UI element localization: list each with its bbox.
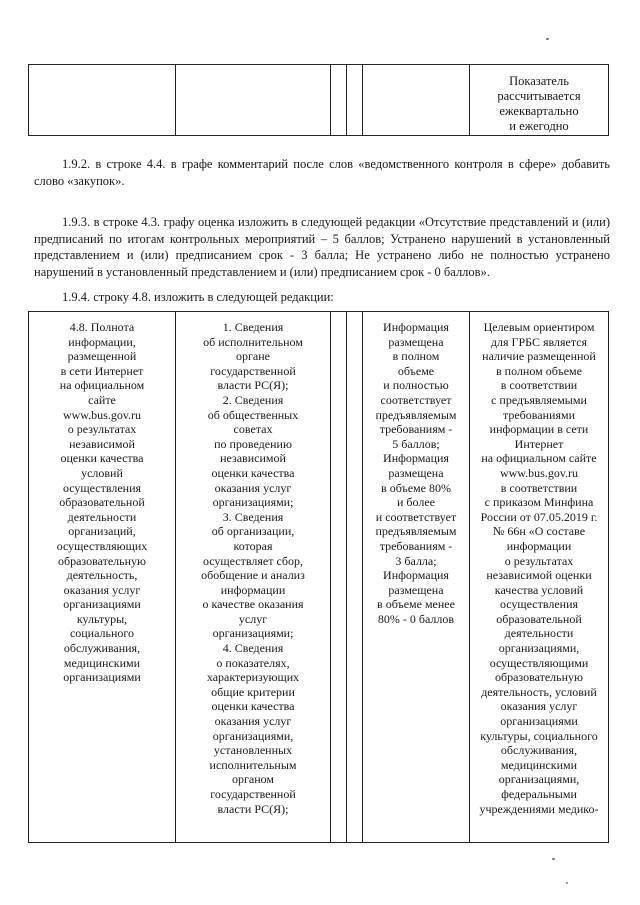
cell-line: организациями; [212,495,294,510]
cell-line: в объеме 80% [381,480,451,495]
cell-line: с приказом Минфина [484,495,594,510]
cell-line: Информация [383,568,449,583]
cell-line: власти РС(Я); [217,378,289,393]
scoring-cell [363,312,470,843]
cell-line: для ГРБС является [490,334,588,349]
row-4-8-table [28,311,609,843]
cell-line: образовательную [494,670,584,685]
cell-line: обслуживания, [63,641,141,656]
cell-line: образовательной [496,611,582,626]
top-cell-3 [331,65,347,136]
cell-line: условий [81,465,123,480]
cell-line: Целевым ориентиром [483,320,595,334]
cell-line: государственной [210,787,296,801]
cell-line: наличие размещенной [482,349,596,364]
cell-line: об общественных [207,407,299,422]
cell-line: на официальном сайте [481,451,597,466]
cell-line: власти РС(Я); [217,801,289,816]
cell-line: Информация [383,320,449,334]
cell-line: требованиями [502,407,576,422]
cell-line: культуры, [76,611,128,626]
cell-line: Информация [383,451,449,466]
cell-line: размещена [388,334,444,349]
cell-line: предъявляемым [375,524,457,539]
scan-speck [546,38,549,40]
cell-line: в сети Интернет [60,363,144,378]
cell-line: и полностью [383,378,449,393]
cell-line: об исполнительном [203,334,303,349]
cell-line: по проведению [214,436,292,451]
cell-line: деятельность, [66,568,138,583]
top-table-fragment [28,64,609,136]
cell-line: о результатах [67,422,137,437]
cell-line: о качестве оказания [202,597,304,612]
cell-line: независимой [220,451,286,466]
cell-line: соответствует [380,392,452,407]
cell-line: об организации, [211,524,295,539]
cell-line: России от 07.05.2019 г. [480,509,598,524]
cell-line: осуществления [62,480,142,495]
empty-cell [331,312,347,843]
cell-line: деятельности [504,626,574,641]
cell-line: советах [233,422,273,437]
cell-line: осуществления [499,597,579,612]
cell-line: информации [220,582,286,597]
cell-line: организациями; [212,626,294,641]
cell-line: организациями, [498,772,580,787]
cell-line: информации, [68,334,136,349]
cell-line: оказания услуг [214,714,292,729]
cell-line: 2. Сведения [222,392,284,407]
top-cell-2 [176,65,331,136]
cell-line: оценки качества [60,451,144,466]
top-cell-1 [29,65,176,136]
cell-line: требованиям - [379,422,453,437]
cell-line: оказания услуг [214,480,292,495]
cell-line: федеральными [501,787,577,801]
cell-line: социального [69,626,135,641]
cell-line: и соответствует [375,509,457,524]
cell-line: учреждениями медико- [479,801,599,816]
cell-line: организациями [63,670,141,685]
cell-line: обслуживания, [500,743,578,758]
cell-line: установленных [213,743,293,758]
cell-line: которая [233,538,273,553]
cell-line: Интернет [514,436,564,451]
cell-line: оказания услуг [500,699,578,714]
cell-line: 4.8. Полнота [69,320,135,334]
cell-line: деятельность, условий [481,684,597,699]
cell-line: размещена [388,582,444,597]
cell-line: в соответствии [500,378,578,393]
cell-line: 80% - 0 баллов [377,611,455,626]
cell-line: в соответствии [500,480,578,495]
cell-line: осуществляющих [56,538,148,553]
cell-line: сайте [88,392,116,407]
cell-line: органе [236,349,270,364]
cell-line: www.bus.gov.ru [499,465,579,480]
cell-line: обобщение и анализ [201,568,305,583]
cell-line: о результатах [504,553,574,568]
cell-line: размещена [388,465,444,480]
cell-line: информации [506,538,572,553]
paragraph-1-9-2: 1.9.2. в строке 4.4. в графе комментарий после слов «ведомственного контроля в сфере» добавить слово «закупок». [34,157,610,188]
cell-line: Показатель [509,74,569,88]
cell-line: общие критерии [211,684,295,699]
comment-cell [470,312,609,843]
cell-line: 1. Сведения [222,320,284,334]
cell-line: 5 баллов; [392,436,440,451]
cell-line: на официальном [59,378,145,393]
cell-line: исполнительным [209,757,297,772]
cell-line: осуществляет сбор, [202,553,304,568]
cell-line: рассчитывается [497,89,581,103]
cell-line: независимой [69,436,135,451]
top-cell-4 [347,65,363,136]
cell-line: с предъявляемыми [491,392,587,407]
cell-line: культуры, социального [480,728,598,743]
cell-line: медицинскими [63,655,141,670]
cell-line: государственной [210,363,296,378]
cell-line: качества условий [494,582,584,597]
cell-line: 3. Сведения [222,509,284,524]
cell-line: в полном [392,349,440,364]
cell-line: органом [231,772,275,787]
cell-line: и ежегодно [509,119,569,133]
indicator-name-cell [29,312,176,843]
cell-line: оценки качества [211,699,295,714]
top-note-cell [470,65,609,136]
cell-line: размещенной [67,349,137,364]
scan-speck [566,882,568,884]
cell-line: оказания услуг [63,582,141,597]
cell-line: организациями [500,714,578,729]
cell-line: требованиям - [379,538,453,553]
scan-speck [552,858,555,860]
paragraph-1-9-3: 1.9.3. в строке 4.3. графу оценка изложить в следующей редакции «Отсутствие представлений и (или) предписаний по итогам контрольных мероприятий – 5 баллов; Устранено нарушений в установленный представлением и (или) предписанием срок - 3 балла; Не устранено либо не полностью устранено нарушений в установленный представлением и (или) предписанием срок - 0 баллов». [34,215,610,279]
cell-line: информации в сети [489,422,589,437]
cell-line: в полном объеме [496,363,582,378]
cell-line: о показателях, [216,655,290,670]
cell-line: в объеме менее [377,597,455,612]
cell-line: образовательную [57,553,147,568]
cell-line: и более [396,495,435,510]
empty-cell [347,312,363,843]
cell-line: осуществляющими [489,655,589,670]
cell-line: 3 балла; [395,553,437,568]
cell-line: характеризующих [206,670,300,685]
cell-line: 4. Сведения [222,641,284,656]
cell-line: медицинскими [500,757,578,772]
top-cell-5 [363,65,470,136]
cell-line: независимой оценки [486,568,592,583]
cell-line: предъявляемым [375,407,457,422]
cell-line: организациями, [498,641,580,656]
cell-line: услуг [238,611,268,626]
cell-line: организациями, [212,728,294,743]
cell-line: организациями [63,597,141,612]
information-list-cell [176,312,331,843]
cell-line: оценки качества [211,465,295,480]
cell-line: ежеквартально [499,104,579,118]
cell-line: деятельности [67,509,137,524]
paragraph-1-9-4: 1.9.4. строку 4.8. изложить в следующей редакции: [62,290,334,304]
cell-line: объеме [397,363,435,378]
cell-line: www.bus.gov.ru [62,407,142,422]
cell-line: организаций, [68,524,136,539]
cell-line: образовательной [59,495,145,510]
cell-line: № 66н «О составе [492,524,586,539]
